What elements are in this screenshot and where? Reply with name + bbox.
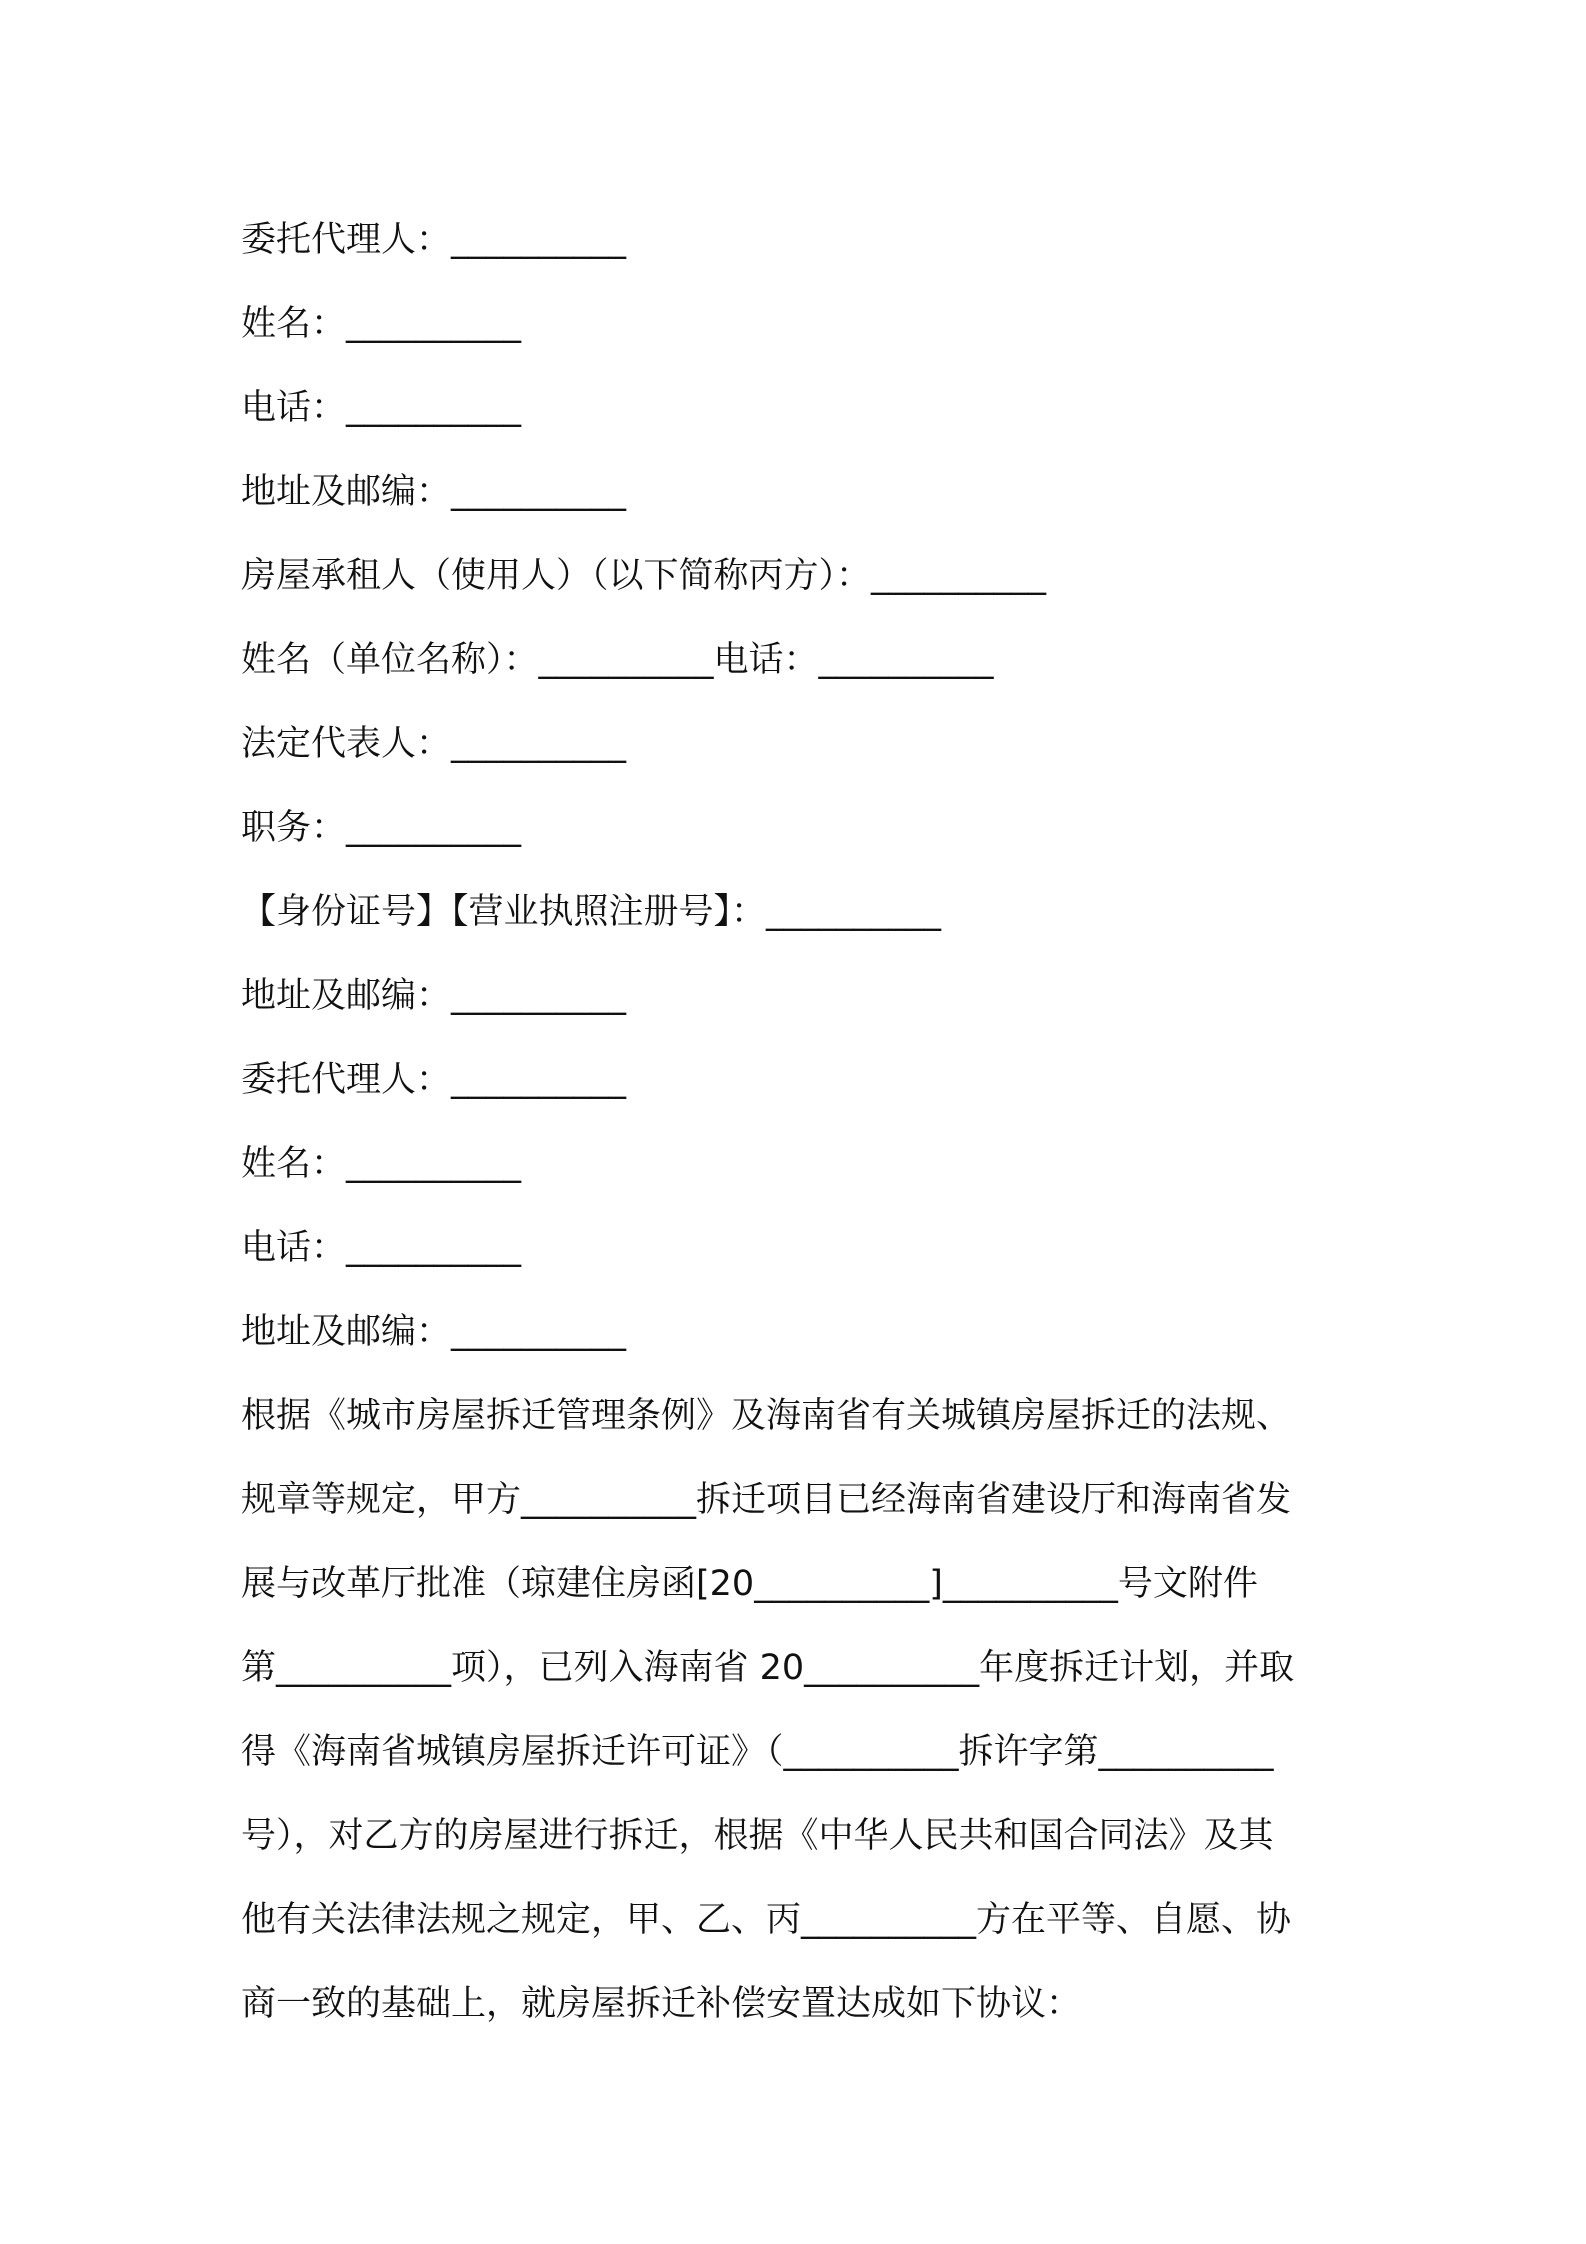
paragraph-line: 根据《城市房屋拆迁管理条例》及海南省有关城镇房屋拆迁的法规、 bbox=[241, 1396, 1292, 1436]
phone-line-2: 电话：__________ bbox=[241, 1228, 522, 1268]
position-line: 职务：__________ bbox=[241, 808, 522, 848]
document-page bbox=[241, 198, 1361, 2046]
entrusted-agent-line-2: 委托代理人：__________ bbox=[241, 1060, 627, 1100]
paragraph-line: 得《海南省城镇房屋拆迁许可证》（__________拆许字第__________ bbox=[241, 1732, 1274, 1772]
address-postcode-line: 地址及邮编：__________ bbox=[241, 472, 627, 512]
entrusted-agent-line: 委托代理人：__________ bbox=[241, 220, 627, 260]
name-line-2: 姓名：__________ bbox=[241, 1144, 522, 1184]
id-license-number-line: 【身份证号】【营业执照注册号】：__________ bbox=[241, 892, 942, 932]
lessee-line: 房屋承租人（使用人）（以下简称丙方）：__________ bbox=[241, 556, 1047, 596]
phone-line: 电话：__________ bbox=[241, 388, 522, 428]
paragraph-line: 号），对乙方的房屋进行拆迁，根据《中华人民共和国合同法》及其 bbox=[241, 1816, 1274, 1856]
address-postcode-line-2: 地址及邮编：__________ bbox=[241, 976, 627, 1016]
paragraph-line: 他有关法律法规之规定，甲、乙、丙__________方在平等、自愿、协 bbox=[241, 1900, 1292, 1940]
name-line: 姓名：__________ bbox=[241, 304, 522, 344]
paragraph-line: 展与改革厅批准（琼建住房函[20__________]__________号文附件 bbox=[241, 1564, 1258, 1604]
address-postcode-line-3: 地址及邮编：__________ bbox=[241, 1312, 627, 1352]
paragraph-line: 商一致的基础上，就房屋拆迁补偿安置达成如下协议： bbox=[241, 1984, 1082, 2024]
paragraph-line: 规章等规定，甲方__________拆迁项目已经海南省建设厅和海南省发 bbox=[241, 1480, 1292, 1520]
unit-name-phone-line: 姓名（单位名称）：__________电话：__________ bbox=[241, 640, 994, 680]
paragraph-line: 第__________项），已列入海南省 20__________年度拆迁计划，并取 bbox=[241, 1648, 1295, 1688]
agreement-paragraph bbox=[241, 1374, 1361, 2046]
legal-representative-line: 法定代表人：__________ bbox=[241, 724, 627, 764]
